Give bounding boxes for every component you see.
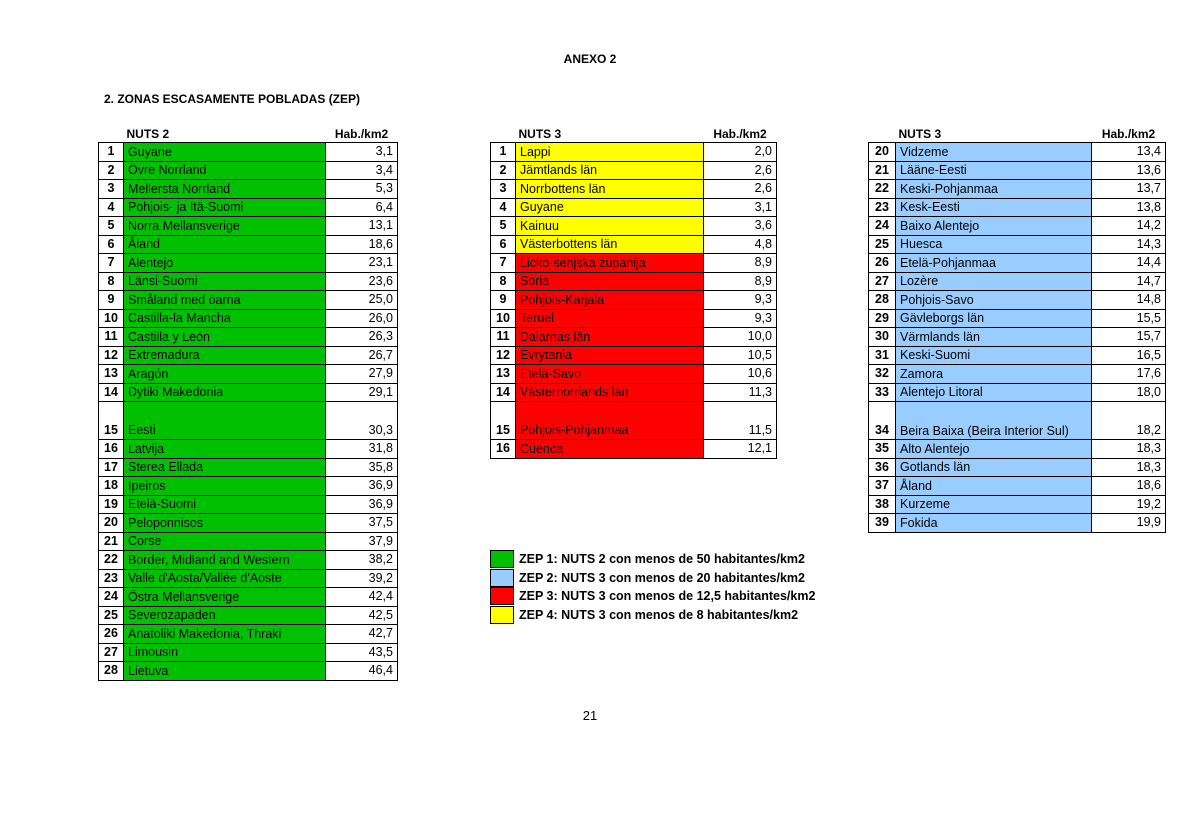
legend-item <box>490 569 815 588</box>
row-index: 15 <box>99 402 124 440</box>
density-value: 9,3 <box>704 309 777 328</box>
table-row <box>99 272 398 291</box>
table-row <box>491 291 777 310</box>
table-row <box>491 272 777 291</box>
table-row <box>99 402 398 440</box>
density-value: 3,1 <box>704 198 777 217</box>
density-value: 31,8 <box>326 440 398 459</box>
row-index: 24 <box>869 217 896 236</box>
region-name: Ipeiros <box>124 477 326 496</box>
row-index: 10 <box>99 309 124 328</box>
table-row <box>99 291 398 310</box>
row-index: 26 <box>869 254 896 273</box>
region-name: Vidzeme <box>896 143 1092 162</box>
density-value: 42,7 <box>326 625 398 644</box>
region-name: Östra Mellansverige <box>124 588 326 607</box>
table-row <box>491 328 777 347</box>
col-index <box>491 125 516 143</box>
region-name: Pohjois-Pohjanmaa <box>516 402 704 440</box>
row-index: 16 <box>99 440 124 459</box>
region-name: Etelä-Pohjanmaa <box>896 254 1092 273</box>
row-index: 34 <box>869 402 896 440</box>
row-index: 6 <box>491 235 516 254</box>
density-value: 10,0 <box>704 328 777 347</box>
density-value: 11,3 <box>704 383 777 402</box>
row-index: 35 <box>869 440 896 459</box>
table-row <box>491 161 777 180</box>
density-value: 2,6 <box>704 180 777 199</box>
table-row <box>99 143 398 162</box>
region-name: Kurzeme <box>896 495 1092 514</box>
density-value: 26,0 <box>326 309 398 328</box>
density-value: 4,8 <box>704 235 777 254</box>
col-name-header: NUTS 3 <box>898 126 942 141</box>
legend-item <box>490 587 815 606</box>
row-index: 21 <box>99 532 124 551</box>
density-value: 3,4 <box>326 161 398 180</box>
table-row <box>491 180 777 199</box>
region-name: Jämtlands län <box>516 161 704 180</box>
density-value: 10,5 <box>704 346 777 365</box>
region-name: Castilla-la Mancha <box>124 309 326 328</box>
region-name: Alto Alentejo <box>896 440 1092 459</box>
region-name: Västerbottens län <box>516 235 704 254</box>
row-index: 13 <box>99 365 124 384</box>
row-index: 9 <box>99 291 124 310</box>
region-name: Licko-senjska zupanija <box>516 254 704 273</box>
row-index: 20 <box>99 514 124 533</box>
row-index: 24 <box>99 588 124 607</box>
density-value: 3,1 <box>326 143 398 162</box>
col-name-header: NUTS 3 <box>518 126 562 141</box>
row-index: 3 <box>99 180 124 199</box>
region-name: Extremadura <box>124 346 326 365</box>
row-index: 27 <box>869 272 896 291</box>
region-name: Anatoliki Makedonia, Thraki <box>124 625 326 644</box>
region-name: Cuenca <box>516 440 704 459</box>
density-value: 23,6 <box>326 272 398 291</box>
region-name: Lietuva <box>124 662 326 681</box>
table-row <box>99 551 398 570</box>
table-row <box>869 254 1166 273</box>
row-index: 16 <box>491 440 516 459</box>
density-value: 14,3 <box>1092 235 1166 254</box>
table-row <box>869 458 1166 477</box>
region-name: Teruel <box>516 309 704 328</box>
region-name: Småland med öarna <box>124 291 326 310</box>
table-row <box>491 235 777 254</box>
density-value: 25,0 <box>326 291 398 310</box>
table-row <box>99 569 398 588</box>
row-index: 12 <box>99 346 124 365</box>
col-value-header: Hab./km2 <box>713 126 767 141</box>
legend-swatch <box>490 569 514 587</box>
row-index: 1 <box>99 143 124 162</box>
region-name: Latvija <box>124 440 326 459</box>
region-name: Övre Norrland <box>124 161 326 180</box>
table-row <box>99 495 398 514</box>
table-row <box>869 180 1166 199</box>
row-index: 4 <box>491 198 516 217</box>
region-name: Huesca <box>896 235 1092 254</box>
row-index: 7 <box>99 254 124 273</box>
row-index: 25 <box>869 235 896 254</box>
density-value: 18,0 <box>1092 383 1166 402</box>
table-row <box>99 625 398 644</box>
row-index: 19 <box>99 495 124 514</box>
table-row <box>491 309 777 328</box>
table-row <box>491 365 777 384</box>
region-name: Soria <box>516 272 704 291</box>
region-name: Aragón <box>124 365 326 384</box>
density-value: 38,2 <box>326 551 398 570</box>
row-index: 17 <box>99 458 124 477</box>
row-index: 4 <box>99 198 124 217</box>
row-index: 9 <box>491 291 516 310</box>
density-value: 14,4 <box>1092 254 1166 273</box>
density-value: 13,8 <box>1092 198 1166 217</box>
row-index: 6 <box>99 235 124 254</box>
col-name-header: NUTS 2 <box>126 126 170 141</box>
legend-swatch <box>490 550 514 568</box>
density-value: 37,5 <box>326 514 398 533</box>
table-row <box>869 272 1166 291</box>
row-index: 14 <box>99 383 124 402</box>
col-index <box>99 125 124 143</box>
row-index: 28 <box>869 291 896 310</box>
region-name: Fokida <box>896 514 1092 533</box>
table-row <box>869 402 1166 440</box>
legend-label: ZEP 4: NUTS 3 con menos de 8 habitantes/km2 <box>519 607 799 622</box>
region-name: Kesk-Eesti <box>896 198 1092 217</box>
region-name: Severozapaden <box>124 606 326 625</box>
region-name: Lääne-Eesti <box>896 161 1092 180</box>
density-value: 23,1 <box>326 254 398 273</box>
table-row <box>869 346 1166 365</box>
table-row <box>869 328 1166 347</box>
row-index: 14 <box>491 383 516 402</box>
legend-label: ZEP 3: NUTS 3 con menos de 12,5 habitantes/km2 <box>519 589 816 604</box>
region-name: Norra Mellansverige <box>124 217 326 236</box>
density-value: 30,3 <box>326 402 398 440</box>
region-name: Åland <box>896 477 1092 496</box>
density-value: 8,9 <box>704 254 777 273</box>
region-name: Zamora <box>896 365 1092 384</box>
density-value: 46,4 <box>326 662 398 681</box>
region-name: Keski-Pohjanmaa <box>896 180 1092 199</box>
region-name: Beira Baixa (Beira Interior Sul) <box>896 402 1092 440</box>
density-value: 26,7 <box>326 346 398 365</box>
density-value: 15,5 <box>1092 309 1166 328</box>
table-row <box>99 458 398 477</box>
density-value: 13,7 <box>1092 180 1166 199</box>
row-index: 37 <box>869 477 896 496</box>
region-name: Lozère <box>896 272 1092 291</box>
region-name: Mellersta Norrland <box>124 180 326 199</box>
density-value: 13,4 <box>1092 143 1166 162</box>
zep-legend <box>490 550 815 624</box>
region-name: Sterea Ellada <box>124 458 326 477</box>
region-name: Kainuu <box>516 217 704 236</box>
table-row <box>869 365 1166 384</box>
nuts3-table-left <box>490 125 777 459</box>
row-index: 23 <box>869 198 896 217</box>
density-value: 18,6 <box>326 235 398 254</box>
density-value: 35,8 <box>326 458 398 477</box>
region-name: Baixo Alentejo <box>896 217 1092 236</box>
row-index: 8 <box>491 272 516 291</box>
density-value: 27,9 <box>326 365 398 384</box>
density-value: 3,6 <box>704 217 777 236</box>
row-index: 39 <box>869 514 896 533</box>
table-row <box>869 440 1166 459</box>
region-name: Norrbottens län <box>516 180 704 199</box>
density-value: 6,4 <box>326 198 398 217</box>
section-title: 2. ZONAS ESCASAMENTE POBLADAS (ZEP) <box>104 92 361 106</box>
density-value: 5,3 <box>326 180 398 199</box>
table-row <box>99 235 398 254</box>
row-index: 23 <box>99 569 124 588</box>
row-index: 27 <box>99 643 124 662</box>
region-name: Dytiki Makedonia <box>124 383 326 402</box>
table-row <box>99 588 398 607</box>
table-row <box>491 383 777 402</box>
row-index: 1 <box>491 143 516 162</box>
region-name: Etelä-Savo <box>516 365 704 384</box>
row-index: 28 <box>99 662 124 681</box>
region-name: Gävleborgs län <box>896 309 1092 328</box>
table-row <box>869 161 1166 180</box>
region-name: Etelä-Suomi <box>124 495 326 514</box>
nuts3-table-right <box>868 125 1166 533</box>
table-row <box>99 662 398 681</box>
region-name: Pohjois-Savo <box>896 291 1092 310</box>
table-row <box>869 495 1166 514</box>
density-value: 43,5 <box>326 643 398 662</box>
row-index: 25 <box>99 606 124 625</box>
region-name: Guyane <box>516 198 704 217</box>
table-row <box>491 402 777 440</box>
region-name: Evrytania <box>516 346 704 365</box>
row-index: 13 <box>491 365 516 384</box>
density-value: 15,7 <box>1092 328 1166 347</box>
density-value: 14,7 <box>1092 272 1166 291</box>
col-value-header: Hab./km2 <box>334 126 389 141</box>
density-value: 13,1 <box>326 217 398 236</box>
table-row <box>491 143 777 162</box>
row-index: 36 <box>869 458 896 477</box>
row-index: 30 <box>869 328 896 347</box>
region-name: Lappi <box>516 143 704 162</box>
row-index: 38 <box>869 495 896 514</box>
row-index: 12 <box>491 346 516 365</box>
row-index: 22 <box>99 551 124 570</box>
density-value: 18,3 <box>1092 440 1166 459</box>
table-row <box>491 217 777 236</box>
row-index: 7 <box>491 254 516 273</box>
table-row <box>99 254 398 273</box>
density-value: 13,6 <box>1092 161 1166 180</box>
table-row <box>869 198 1166 217</box>
table-row <box>99 643 398 662</box>
region-name: Keski-Suomi <box>896 346 1092 365</box>
region-name: Gotlands län <box>896 458 1092 477</box>
density-value: 36,9 <box>326 495 398 514</box>
density-value: 8,9 <box>704 272 777 291</box>
table-row <box>99 477 398 496</box>
row-index: 21 <box>869 161 896 180</box>
table-row <box>99 180 398 199</box>
table-row <box>99 532 398 551</box>
table-row <box>491 346 777 365</box>
row-index: 31 <box>869 346 896 365</box>
table-row <box>869 383 1166 402</box>
region-name: Castilla y León <box>124 328 326 347</box>
table-row <box>869 514 1166 533</box>
density-value: 2,0 <box>704 143 777 162</box>
density-value: 10,6 <box>704 365 777 384</box>
table-row <box>491 440 777 459</box>
col-value-header: Hab./km2 <box>1101 126 1156 141</box>
row-index: 15 <box>491 402 516 440</box>
density-value: 16,5 <box>1092 346 1166 365</box>
region-name: Valle d'Aosta/Vallée d'Aoste <box>124 569 326 588</box>
table-row <box>99 161 398 180</box>
region-name: Länsi-Suomi <box>124 272 326 291</box>
table-row <box>869 235 1166 254</box>
table-row <box>99 217 398 236</box>
region-name: Eesti <box>124 402 326 440</box>
table-row <box>869 143 1166 162</box>
table-row <box>869 309 1166 328</box>
region-name: Alentejo Litoral <box>896 383 1092 402</box>
nuts2-table <box>98 125 398 681</box>
region-name: Peloponnisos <box>124 514 326 533</box>
density-value: 18,3 <box>1092 458 1166 477</box>
row-index: 26 <box>99 625 124 644</box>
row-index: 22 <box>869 180 896 199</box>
region-name: Värmlands län <box>896 328 1092 347</box>
table-row <box>491 254 777 273</box>
table-row <box>99 365 398 384</box>
density-value: 2,6 <box>704 161 777 180</box>
density-value: 18,2 <box>1092 402 1166 440</box>
table-row <box>491 198 777 217</box>
table-row <box>869 291 1166 310</box>
legend-swatch <box>490 587 514 605</box>
region-name: Border, Midland and Western <box>124 551 326 570</box>
row-index: 11 <box>99 328 124 347</box>
region-name: Limousin <box>124 643 326 662</box>
row-index: 3 <box>491 180 516 199</box>
density-value: 18,6 <box>1092 477 1166 496</box>
row-index: 5 <box>491 217 516 236</box>
table-row <box>99 606 398 625</box>
annex-title: ANEXO 2 <box>563 52 617 66</box>
density-value: 42,5 <box>326 606 398 625</box>
density-value: 9,3 <box>704 291 777 310</box>
region-name: Dalarnas län <box>516 328 704 347</box>
region-name: Corse <box>124 532 326 551</box>
table-row <box>99 198 398 217</box>
legend-swatch <box>490 606 514 624</box>
region-name: Pohjois-Karjala <box>516 291 704 310</box>
row-index: 10 <box>491 309 516 328</box>
region-name: Alentejo <box>124 254 326 273</box>
density-value: 19,2 <box>1092 495 1166 514</box>
page-number: 21 <box>582 708 598 723</box>
region-name: Guyane <box>124 143 326 162</box>
table-row <box>99 383 398 402</box>
density-value: 12,1 <box>704 440 777 459</box>
legend-item <box>490 550 815 569</box>
table-row <box>99 440 398 459</box>
density-value: 11,5 <box>704 402 777 440</box>
region-name: Åland <box>124 235 326 254</box>
table-row <box>869 217 1166 236</box>
table-row <box>99 514 398 533</box>
row-index: 20 <box>869 143 896 162</box>
row-index: 29 <box>869 309 896 328</box>
col-index <box>869 125 896 143</box>
region-name: Västernorrlands län <box>516 383 704 402</box>
density-value: 14,8 <box>1092 291 1166 310</box>
density-value: 29,1 <box>326 383 398 402</box>
legend-item <box>490 606 815 625</box>
table-row <box>99 346 398 365</box>
row-index: 2 <box>99 161 124 180</box>
row-index: 11 <box>491 328 516 347</box>
density-value: 14,2 <box>1092 217 1166 236</box>
legend-label: ZEP 1: NUTS 2 con menos de 50 habitantes/km2 <box>519 552 805 567</box>
row-index: 18 <box>99 477 124 496</box>
density-value: 37,9 <box>326 532 398 551</box>
density-value: 42,4 <box>326 588 398 607</box>
row-index: 2 <box>491 161 516 180</box>
table-row <box>869 477 1166 496</box>
density-value: 26,3 <box>326 328 398 347</box>
density-value: 17,6 <box>1092 365 1166 384</box>
row-index: 5 <box>99 217 124 236</box>
legend-label: ZEP 2: NUTS 3 con menos de 20 habitantes/km2 <box>519 570 805 585</box>
density-value: 36,9 <box>326 477 398 496</box>
region-name: Pohjois- ja Itä-Suomi <box>124 198 326 217</box>
row-index: 33 <box>869 383 896 402</box>
density-value: 19,9 <box>1092 514 1166 533</box>
table-row <box>99 309 398 328</box>
table-row <box>99 328 398 347</box>
row-index: 8 <box>99 272 124 291</box>
row-index: 32 <box>869 365 896 384</box>
density-value: 39,2 <box>326 569 398 588</box>
